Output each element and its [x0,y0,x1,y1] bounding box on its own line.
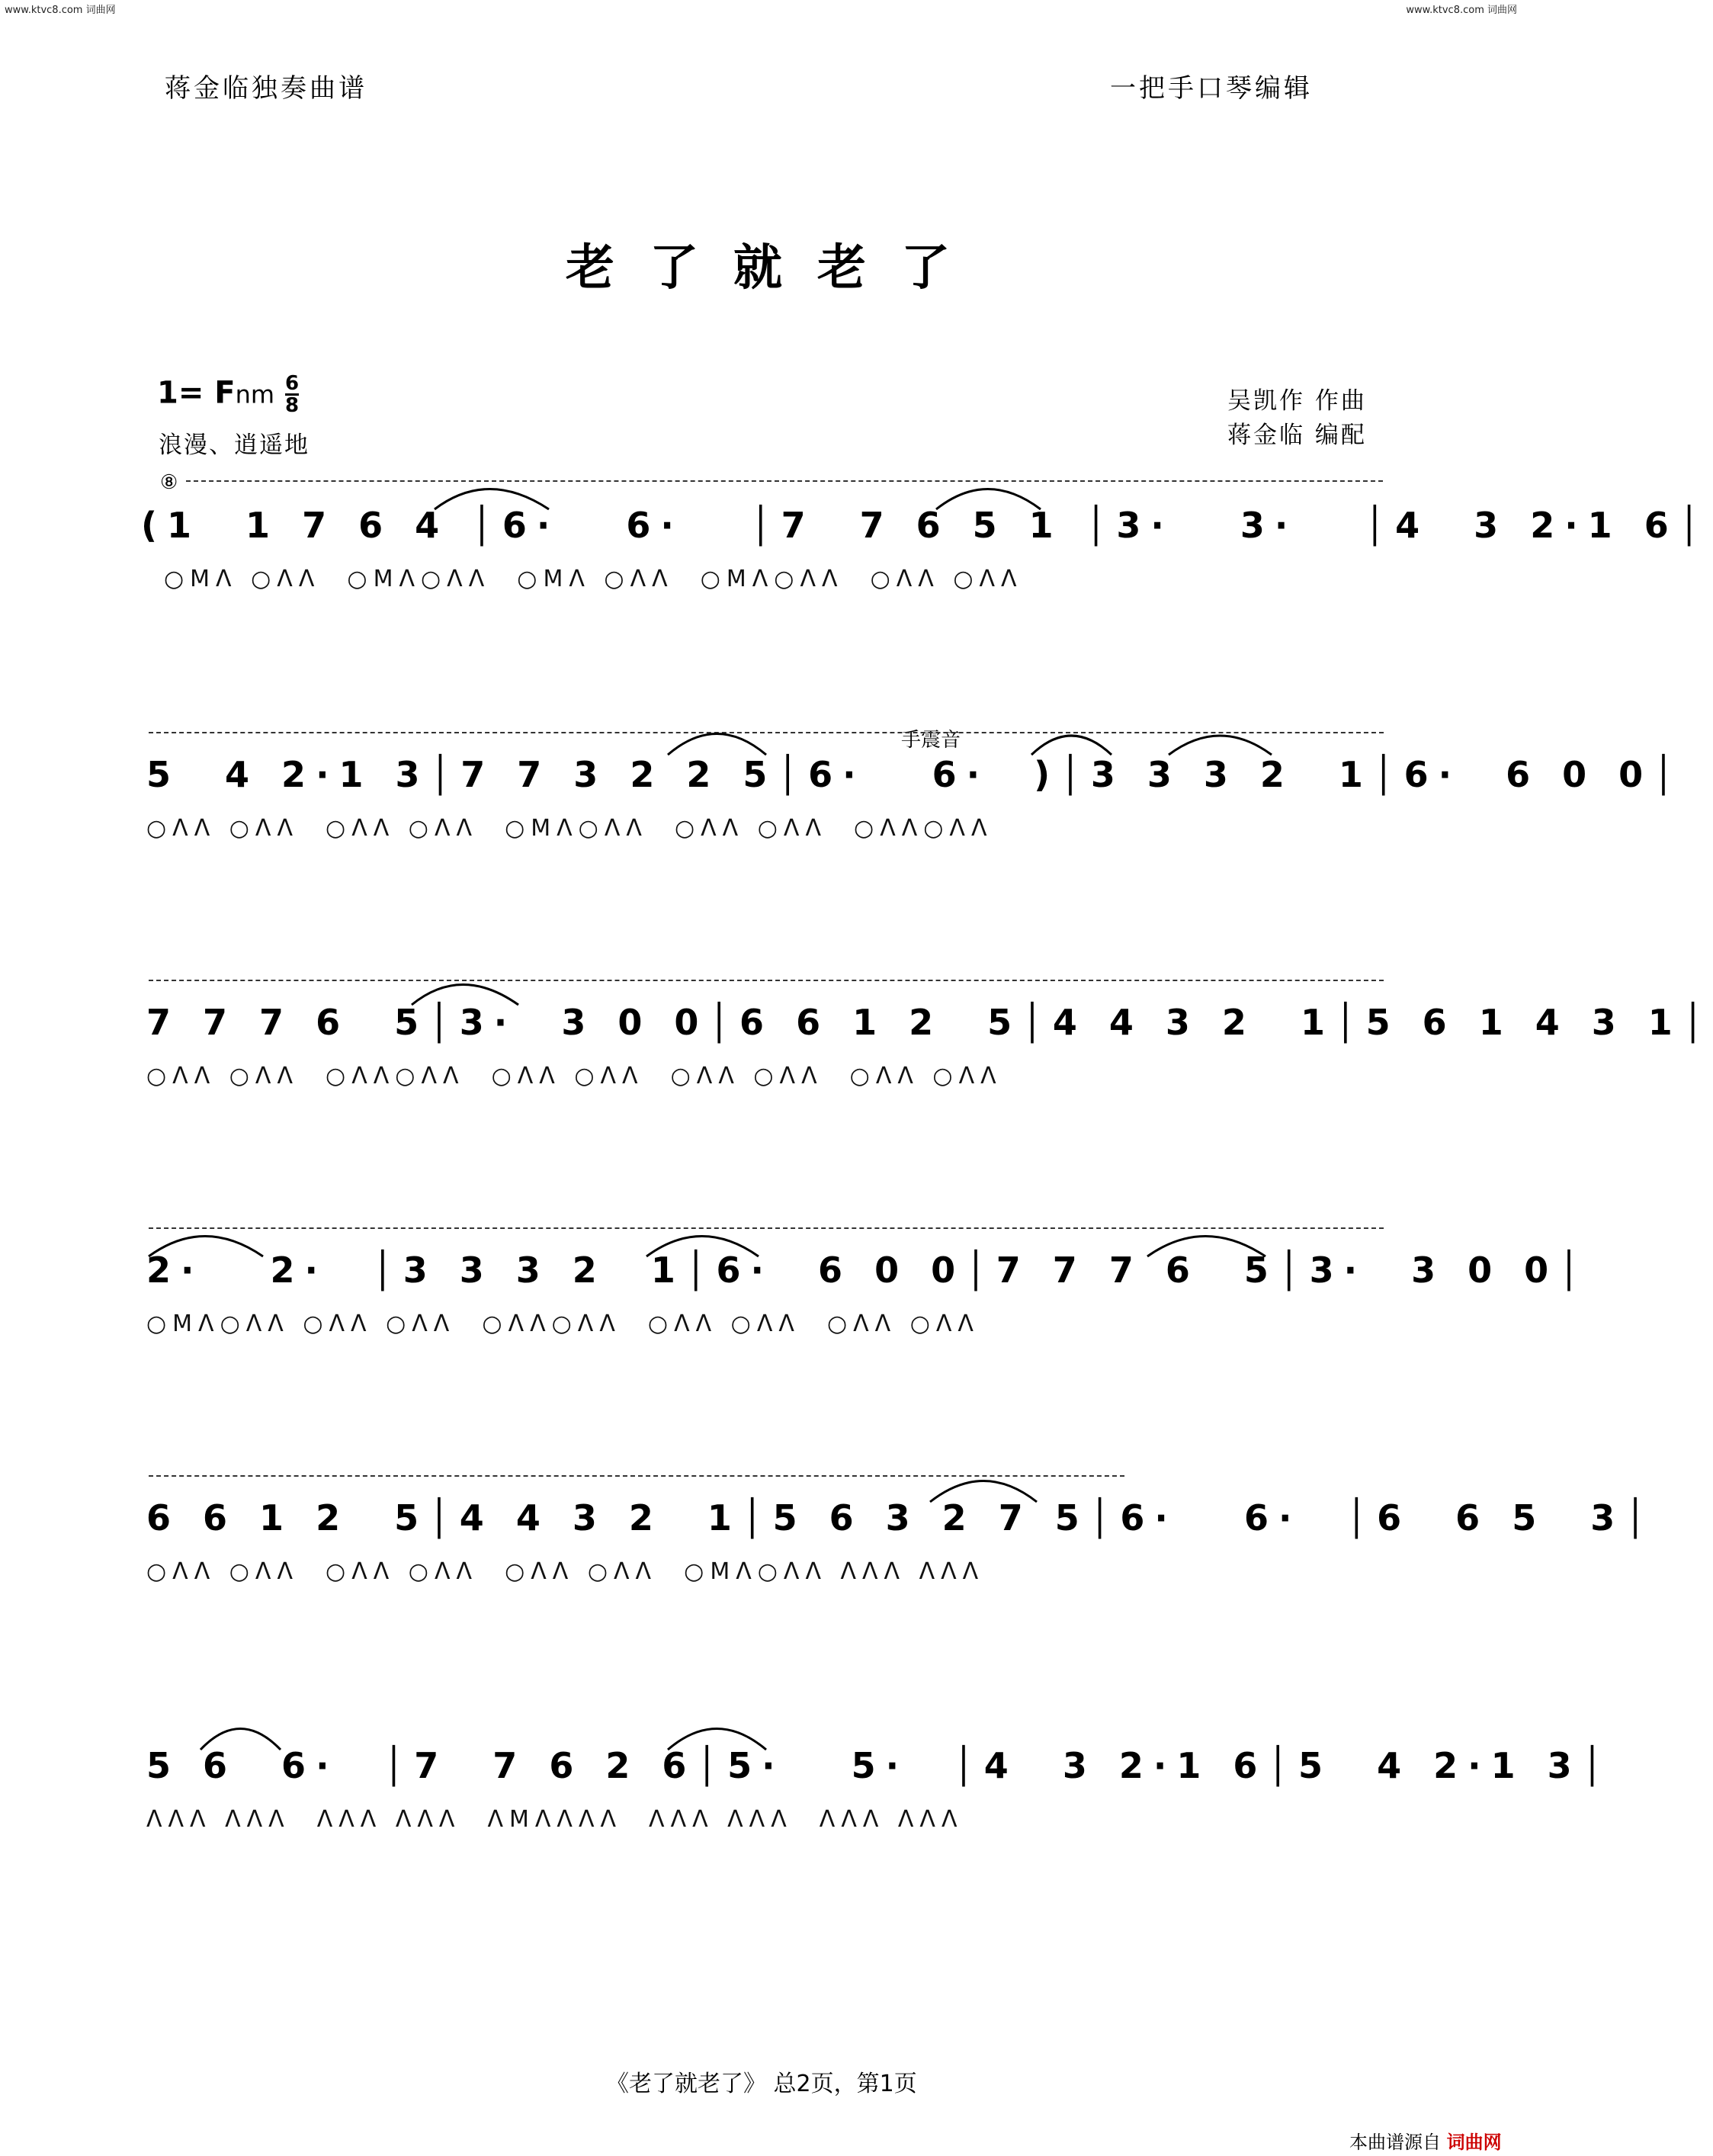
slur [668,734,766,756]
song-title: 老了就老了 [566,239,985,297]
breath-row-1: ○ⅯΛ ○ΛΛ ○ⅯΛ○ΛΛ ○ⅯΛ ○ΛΛ ○ⅯΛ○ΛΛ ○ΛΛ ○ΛΛ [164,566,1023,592]
header-right: 一把手口琴编辑 [1110,73,1313,104]
notation-row-4: 2· 2· │3 3 3 2 1│6· 6 0 0│7 7 7 6 5│3· 3 0 0│ [146,1250,1589,1291]
slur [1031,736,1112,755]
breath-row-6: ΛΛΛ ΛΛΛ ΛΛΛ ΛΛΛ ΛⅯΛΛΛΛ ΛΛΛ ΛΛΛ ΛΛΛ ΛΛΛ [146,1806,964,1833]
watermark-top-right: www.ktvc8.com 词曲网 [1406,5,1517,16]
notation-row-2: 5 4 2·1 3│7 7 3 2 2 5│6· 6· )│3 3 3 2 1│6· 6 0 0│ [146,754,1684,795]
vibrato-annotation: 手震音 [901,729,961,752]
time-denominator: 8 [285,394,300,417]
notation-row-3: 7 7 7 6 5│3· 3 0 0│6 6 1 2 5│4 4 3 2 1│5 6 1 4 3 1│ [146,1002,1713,1043]
breath-row-5: ○ΛΛ ○ΛΛ ○ΛΛ ○ΛΛ ○ΛΛ ○ΛΛ ○ⅯΛ○ΛΛ ΛΛΛ ΛΛΛ [146,1558,985,1585]
notation-row-6: 5 6 6· │7 7 6 2 6│5· 5· │4 3 2·1 6│5 4 2·1 3│ [146,1745,1613,1786]
key-suffix: nm [235,380,275,409]
source-label: 本曲谱源自 [1349,2132,1441,2153]
slur [1169,736,1272,755]
arranger-credit: 蒋金临 编配 [1227,422,1367,449]
breath-row-4: ○ⅯΛ○ΛΛ ○ΛΛ ○ΛΛ ○ΛΛ○ΛΛ ○ΛΛ ○ΛΛ ○ΛΛ ○ΛΛ [146,1311,980,1337]
source-credit [1349,2127,1502,2154]
key: 1= F [157,375,236,411]
notation-row-5: 6 6 1 2 5│4 4 3 2 1│5 6 3 2 7 5│6· 6· │6 6 5 3│ [146,1497,1656,1538]
octave-mark: ⑧ [160,471,178,494]
watermark-top-left: www.ktvc8.com 词曲网 [5,5,116,16]
breath-row-2: ○ΛΛ ○ΛΛ ○ΛΛ ○ΛΛ ○ⅯΛ○ΛΛ ○ΛΛ ○ΛΛ ○ΛΛ○ΛΛ [146,815,993,842]
source-site: 词曲网 [1446,2132,1502,2153]
notation-row-1: (1 1 7 6 4 │6· 6· │7 7 6 5 1 │3· 3· │4 3 2·1 6│ [141,505,1710,546]
time-numerator: 6 [285,372,300,395]
page-footer: 《老了就老了》 总2页，第1页 [606,2071,917,2097]
tempo-mood: 浪漫、逍遥地 [159,432,310,459]
header-left: 蒋金临独奏曲谱 [165,73,367,104]
breath-row-3: ○ΛΛ ○ΛΛ ○ΛΛ○ΛΛ ○ΛΛ ○ΛΛ ○ΛΛ ○ΛΛ ○ΛΛ ○ΛΛ [146,1063,1002,1089]
composer-credit: 吴凯作 作曲 [1227,387,1367,415]
